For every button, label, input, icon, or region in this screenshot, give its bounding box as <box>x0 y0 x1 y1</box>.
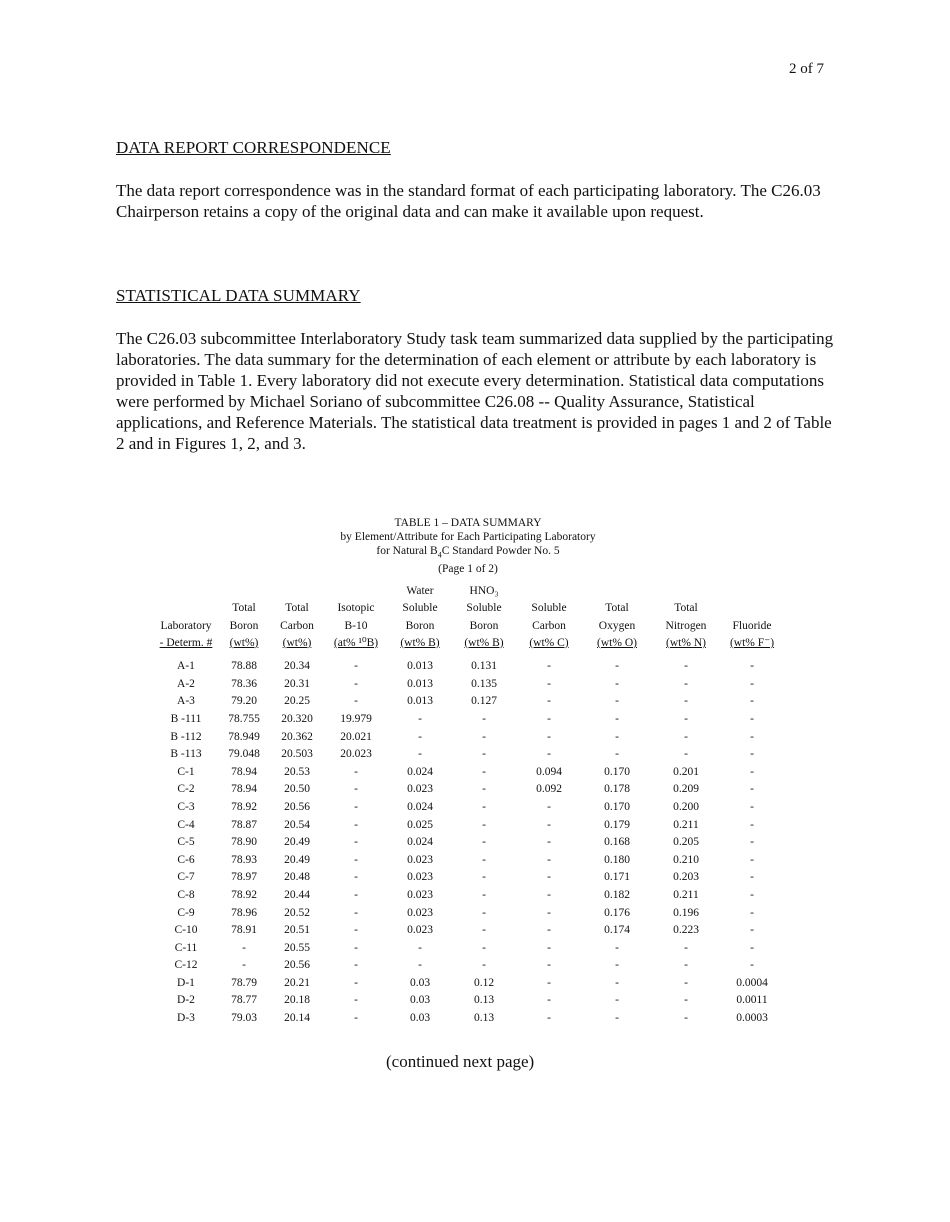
table-cell: 78.94 <box>231 765 257 778</box>
table-cell: 0.127 <box>471 695 497 708</box>
table-cell: - <box>482 888 486 901</box>
column-header <box>153 583 219 652</box>
table-cell: - <box>242 941 246 954</box>
table-row <box>153 887 783 905</box>
table-cell: - <box>750 888 754 901</box>
table-cell: - <box>615 712 619 725</box>
table-cell: 0.0011 <box>736 994 768 1007</box>
table-cell: 20.52 <box>284 906 310 919</box>
table-cell: 0.023 <box>407 888 433 901</box>
table-cell: 20.18 <box>284 994 310 1007</box>
table-row <box>153 852 783 870</box>
table-cell: - <box>615 976 619 989</box>
table-row <box>153 940 783 958</box>
table-cell: - <box>750 836 754 849</box>
table-row <box>153 746 783 764</box>
column-header <box>453 583 515 652</box>
table-cell: 0.179 <box>604 818 630 831</box>
section-heading-statistical-summary: STATISTICAL DATA SUMMARY <box>116 286 361 305</box>
column-header-line: Soluble <box>402 602 438 615</box>
table-cell: 20.023 <box>340 748 372 761</box>
table-cell: 20.21 <box>284 976 310 989</box>
column-header-line: (wt%) <box>229 636 259 649</box>
table-cell: 0.094 <box>536 765 562 778</box>
table-cell: - <box>684 959 688 972</box>
table-cell: 0.03 <box>409 994 431 1007</box>
table-cell: - <box>354 994 358 1007</box>
column-header-line: (wt% O) <box>597 636 637 649</box>
table-cell: - <box>615 677 619 690</box>
column-header-line: Total <box>285 602 309 615</box>
table-row <box>153 1010 783 1028</box>
table-cell: - <box>354 871 358 884</box>
table-cell: 0.174 <box>604 924 630 937</box>
column-header-line: (at% ¹⁰B) <box>333 636 379 649</box>
table-cell: - <box>684 748 688 761</box>
table-cell: 0.12 <box>473 976 495 989</box>
table-cell: - <box>482 959 486 972</box>
table-cell: 78.91 <box>231 924 257 937</box>
column-header <box>325 583 387 652</box>
table-row <box>153 975 783 993</box>
table-cell: 20.320 <box>281 712 313 725</box>
table-cell: - <box>750 800 754 813</box>
table-cell: - <box>547 818 551 831</box>
table-cell: - <box>354 959 358 972</box>
table-cell: C-4 <box>177 818 195 831</box>
table-cell: 20.49 <box>284 836 310 849</box>
table-title <box>268 516 668 576</box>
table-cell: - <box>750 906 754 919</box>
column-header-line: Oxygen <box>598 619 636 632</box>
column-header-line: (wt% B) <box>464 636 504 649</box>
table-cell: 0.176 <box>604 906 630 919</box>
table-cell: 20.48 <box>284 871 310 884</box>
table-cell: - <box>615 959 619 972</box>
table-cell: 78.755 <box>228 712 260 725</box>
table-cell: - <box>354 695 358 708</box>
table-cell: - <box>547 853 551 866</box>
table-cell: 20.50 <box>284 783 310 796</box>
table-cell: - <box>615 1012 619 1025</box>
table-cell: D-1 <box>177 976 195 989</box>
column-header <box>219 583 269 652</box>
table-cell: - <box>547 1012 551 1025</box>
table-cell: C-8 <box>177 888 195 901</box>
table-cell: 78.94 <box>231 783 257 796</box>
table-cell: - <box>547 748 551 761</box>
column-header-line: (wt% F⁻) <box>729 636 775 649</box>
table-row <box>153 693 783 711</box>
table-row <box>153 869 783 887</box>
table-row <box>153 729 783 747</box>
table-subtitle-line: for Natural $B_4C$ Standard Powder No. 5 <box>376 545 560 560</box>
table-cell: - <box>482 836 486 849</box>
table-cell: 0.023 <box>407 783 433 796</box>
table-cell: - <box>354 836 358 849</box>
table-cell: 0.023 <box>407 871 433 884</box>
table-row <box>153 922 783 940</box>
table-cell: 0.024 <box>407 836 433 849</box>
table-cell: 0.170 <box>604 800 630 813</box>
table-cell: 0.223 <box>673 924 699 937</box>
table-cell: 20.021 <box>340 730 372 743</box>
table-cell: A-2 <box>177 677 195 690</box>
table-cell: C-6 <box>177 853 195 866</box>
table-cell: 0.023 <box>407 924 433 937</box>
table-cell: - <box>547 906 551 919</box>
table-cell: - <box>547 959 551 972</box>
table-cell: - <box>418 712 422 725</box>
table-cell: - <box>684 730 688 743</box>
table-cell: C-9 <box>177 906 195 919</box>
table-cell: - <box>482 800 486 813</box>
table-cell: - <box>750 765 754 778</box>
table-cell: - <box>615 748 619 761</box>
table-cell: 0.211 <box>673 818 699 831</box>
table-cell: 0.13 <box>473 1012 495 1025</box>
table-cell: 0.200 <box>673 800 699 813</box>
table-cell: 78.77 <box>231 994 257 1007</box>
table-cell: - <box>482 924 486 937</box>
paragraph-statistical-summary: The C26.03 subcommittee Interlaboratory Study task team summarized data supplied by the participating laboratories. The data summary for the determination of each element or attribute by each laboratory is provided in Table 1. Every laboratory did not execute every determination. Statistical data computations were performed by Michael Soriano of subcommittee C26.08 -- Quality Assurance, Statistical applications, and Reference Materials. The statistical data treatment is provided in pages 1 and 2 of Table 2 and in Figures 1, 2, and 3. <box>116 329 834 453</box>
table-cell: 0.210 <box>673 853 699 866</box>
table-cell: - <box>418 748 422 761</box>
table-cell: 78.88 <box>231 660 257 673</box>
table-cell: - <box>684 712 688 725</box>
table-cell: - <box>354 906 358 919</box>
table-cell: - <box>482 818 486 831</box>
table-cell: - <box>615 730 619 743</box>
table-cell: - <box>547 695 551 708</box>
table-cell: - <box>750 924 754 937</box>
table-cell: 19.979 <box>340 712 372 725</box>
table-cell: 78.93 <box>231 853 257 866</box>
column-header <box>583 583 651 652</box>
table-cell: 20.44 <box>284 888 310 901</box>
table-cell: 0.171 <box>604 871 630 884</box>
table-cell: C-11 <box>174 941 198 954</box>
table-cell: - <box>482 853 486 866</box>
table-cell: 78.92 <box>231 800 257 813</box>
table-cell: 0.0004 <box>736 976 768 989</box>
table-cell: 0.013 <box>407 660 433 673</box>
table-cell: 0.013 <box>407 695 433 708</box>
table-cell: - <box>418 730 422 743</box>
table-cell: - <box>547 888 551 901</box>
table-cell: - <box>750 941 754 954</box>
table-cell: - <box>354 888 358 901</box>
table-cell: 20.362 <box>281 730 313 743</box>
table-cell: 0.024 <box>407 765 433 778</box>
table-cell: 20.503 <box>281 748 313 761</box>
table-cell: B -113 <box>170 748 202 761</box>
column-header-line: Total <box>232 602 256 615</box>
table-cell: C-5 <box>177 836 195 849</box>
table-cell: - <box>684 1012 688 1025</box>
table-cell: - <box>354 765 358 778</box>
table-cell: - <box>615 695 619 708</box>
table-cell: - <box>547 994 551 1007</box>
table-cell: - <box>750 730 754 743</box>
table-cell: - <box>482 906 486 919</box>
column-header <box>651 583 721 652</box>
section-heading-data-report: DATA REPORT CORRESPONDENCE <box>116 138 391 157</box>
table-cell: A-3 <box>177 695 195 708</box>
table-cell: C-7 <box>177 871 195 884</box>
table-cell: - <box>750 748 754 761</box>
table-cell: - <box>547 660 551 673</box>
column-header-line: Soluble <box>466 602 502 615</box>
table-cell: A-1 <box>177 660 195 673</box>
table-cell: - <box>242 959 246 972</box>
column-header-line: Boron <box>405 619 435 632</box>
table-cell: 0.178 <box>604 783 630 796</box>
table-row <box>153 764 783 782</box>
table-cell: C-3 <box>177 800 195 813</box>
table-cell: 0.211 <box>673 888 699 901</box>
table-body <box>153 652 783 1027</box>
column-header-line: Fluoride <box>732 619 772 632</box>
table-cell: 0.180 <box>604 853 630 866</box>
column-header-line: Total <box>674 602 698 615</box>
table-cell: 0.182 <box>604 888 630 901</box>
table-cell: - <box>354 941 358 954</box>
column-header-line: Carbon <box>280 619 314 632</box>
table-cell: C-12 <box>174 959 198 972</box>
table-cell: - <box>684 941 688 954</box>
table-cell: - <box>750 677 754 690</box>
table-row <box>153 676 783 694</box>
table-cell: - <box>615 660 619 673</box>
table-cell: - <box>354 853 358 866</box>
column-header-line: (wt% C) <box>529 636 569 649</box>
column-header-line: Laboratory <box>160 619 212 632</box>
table-cell: - <box>482 941 486 954</box>
table-cell: - <box>482 871 486 884</box>
table-page-label: (Page 1 of 2) <box>438 563 498 576</box>
table-cell: - <box>547 712 551 725</box>
table-cell: - <box>354 783 358 796</box>
table-cell: - <box>354 1012 358 1025</box>
table-cell: 20.56 <box>284 800 310 813</box>
table-cell: - <box>750 818 754 831</box>
table-subtitle-line: by Element/Attribute for Each Participating Laboratory <box>340 531 596 543</box>
table-cell: - <box>750 853 754 866</box>
column-header-line: - Determ. # <box>159 636 213 649</box>
table-cell: - <box>684 660 688 673</box>
table-cell: 20.53 <box>284 765 310 778</box>
table-cell: 78.90 <box>231 836 257 849</box>
table-cell: 78.96 <box>231 906 257 919</box>
table-cell: - <box>684 976 688 989</box>
table-cell: D-2 <box>177 994 195 1007</box>
table-cell: 0.023 <box>407 853 433 866</box>
table-cell: - <box>547 924 551 937</box>
table-cell: 20.54 <box>284 818 310 831</box>
table-cell: 0.03 <box>409 1012 431 1025</box>
column-header-line: (wt% B) <box>400 636 440 649</box>
table-cell: - <box>482 748 486 761</box>
column-header <box>721 583 783 652</box>
column-header-line: Water <box>406 585 434 597</box>
table-cell: - <box>547 941 551 954</box>
table-cell: - <box>547 976 551 989</box>
table-cell: 0.13 <box>473 994 495 1007</box>
table-cell: 0.131 <box>471 660 497 673</box>
table-cell: 0.209 <box>673 783 699 796</box>
table-row <box>153 711 783 729</box>
column-header <box>387 583 453 652</box>
column-header-line: HNO₃ <box>469 585 499 597</box>
table-cell: 79.048 <box>228 748 260 761</box>
table-cell: 20.25 <box>284 695 310 708</box>
column-header-line: B-10 <box>344 619 368 632</box>
table-cell: - <box>547 800 551 813</box>
table-cell: 78.97 <box>231 871 257 884</box>
table-cell: 0.0003 <box>736 1012 768 1025</box>
table-cell: - <box>750 660 754 673</box>
table-cell: 0.205 <box>673 836 699 849</box>
table-cell: - <box>615 994 619 1007</box>
table-cell: 0.092 <box>536 783 562 796</box>
table-row <box>153 781 783 799</box>
table-cell: C-10 <box>174 924 198 937</box>
table-row <box>153 905 783 923</box>
table-cell: - <box>354 677 358 690</box>
table-cell: 20.56 <box>284 959 310 972</box>
table-cell: - <box>354 976 358 989</box>
table-cell: - <box>750 871 754 884</box>
column-header-line: Boron <box>469 619 499 632</box>
table-cell: 0.196 <box>673 906 699 919</box>
table-cell: - <box>354 818 358 831</box>
table-cell: - <box>354 660 358 673</box>
table-cell: 78.92 <box>231 888 257 901</box>
table-cell: - <box>547 677 551 690</box>
table-cell: 79.03 <box>231 1012 257 1025</box>
table-cell: 0.013 <box>407 677 433 690</box>
table-cell: 0.025 <box>407 818 433 831</box>
table-cell: 0.135 <box>471 677 497 690</box>
table-cell: 0.023 <box>407 906 433 919</box>
table-row <box>153 957 783 975</box>
column-header-line: Carbon <box>532 619 566 632</box>
table-cell: - <box>684 695 688 708</box>
table-cell: 0.03 <box>409 976 431 989</box>
table-row <box>153 834 783 852</box>
table-cell: 20.55 <box>284 941 310 954</box>
table-cell: - <box>354 800 358 813</box>
column-header <box>515 583 583 652</box>
table-cell: - <box>482 783 486 796</box>
column-header-line: (wt%) <box>282 636 312 649</box>
table-cell: - <box>482 765 486 778</box>
table-cell: - <box>547 730 551 743</box>
paragraph-data-report: The data report correspondence was in the standard format of each participating laboratory. The C26.03 Chairperson retains a copy of the original data and can make it available upon request. <box>116 181 821 221</box>
table-row <box>153 652 783 676</box>
table-cell: - <box>750 959 754 972</box>
table-cell: 79.20 <box>231 695 257 708</box>
table-cell: - <box>482 730 486 743</box>
table-cell: 78.79 <box>231 976 257 989</box>
column-header-line: Isotopic <box>337 602 375 615</box>
table-cell: - <box>547 836 551 849</box>
page-number: 2 of 7 <box>789 61 824 77</box>
table-cell: 20.51 <box>284 924 310 937</box>
table-cell: - <box>547 871 551 884</box>
table-cell: 78.36 <box>231 677 257 690</box>
column-header-line: Nitrogen <box>665 619 707 632</box>
table-cell: - <box>418 959 422 972</box>
table-cell: B -111 <box>170 712 202 725</box>
table-cell: - <box>354 924 358 937</box>
table-cell: - <box>750 712 754 725</box>
table-row <box>153 799 783 817</box>
table-cell: 20.14 <box>284 1012 310 1025</box>
column-header-line: (wt% N) <box>666 636 706 649</box>
table-header-row <box>153 583 783 652</box>
table-cell: - <box>615 941 619 954</box>
table-cell: B -112 <box>170 730 202 743</box>
table-cell: - <box>750 695 754 708</box>
table-cell: 0.024 <box>407 800 433 813</box>
table-cell: 0.170 <box>604 765 630 778</box>
table-cell: - <box>750 783 754 796</box>
column-header-line: Total <box>605 602 629 615</box>
table-cell: 20.34 <box>284 660 310 673</box>
table-cell: - <box>418 941 422 954</box>
table-cell: 0.203 <box>673 871 699 884</box>
table-cell: 78.87 <box>231 818 257 831</box>
table-cell: - <box>684 677 688 690</box>
continued-note: (continued next page) <box>386 1052 535 1071</box>
table-row <box>153 992 783 1010</box>
table-cell: 0.168 <box>604 836 630 849</box>
column-header-line: Soluble <box>531 602 567 615</box>
data-summary-table <box>153 583 783 1028</box>
table-cell: - <box>482 712 486 725</box>
table-cell: C-1 <box>177 765 195 778</box>
table-title-line: TABLE 1 – DATA SUMMARY <box>394 517 542 529</box>
table-cell: 20.31 <box>284 677 310 690</box>
table-cell: D-3 <box>177 1012 195 1025</box>
table-cell: 78.949 <box>228 730 260 743</box>
table-row <box>153 817 783 835</box>
table-cell: C-2 <box>177 783 195 796</box>
table-cell: 0.201 <box>673 765 699 778</box>
column-header-line: Boron <box>229 619 259 632</box>
table-cell: 20.49 <box>284 853 310 866</box>
table-cell: - <box>684 994 688 1007</box>
column-header <box>269 583 325 652</box>
